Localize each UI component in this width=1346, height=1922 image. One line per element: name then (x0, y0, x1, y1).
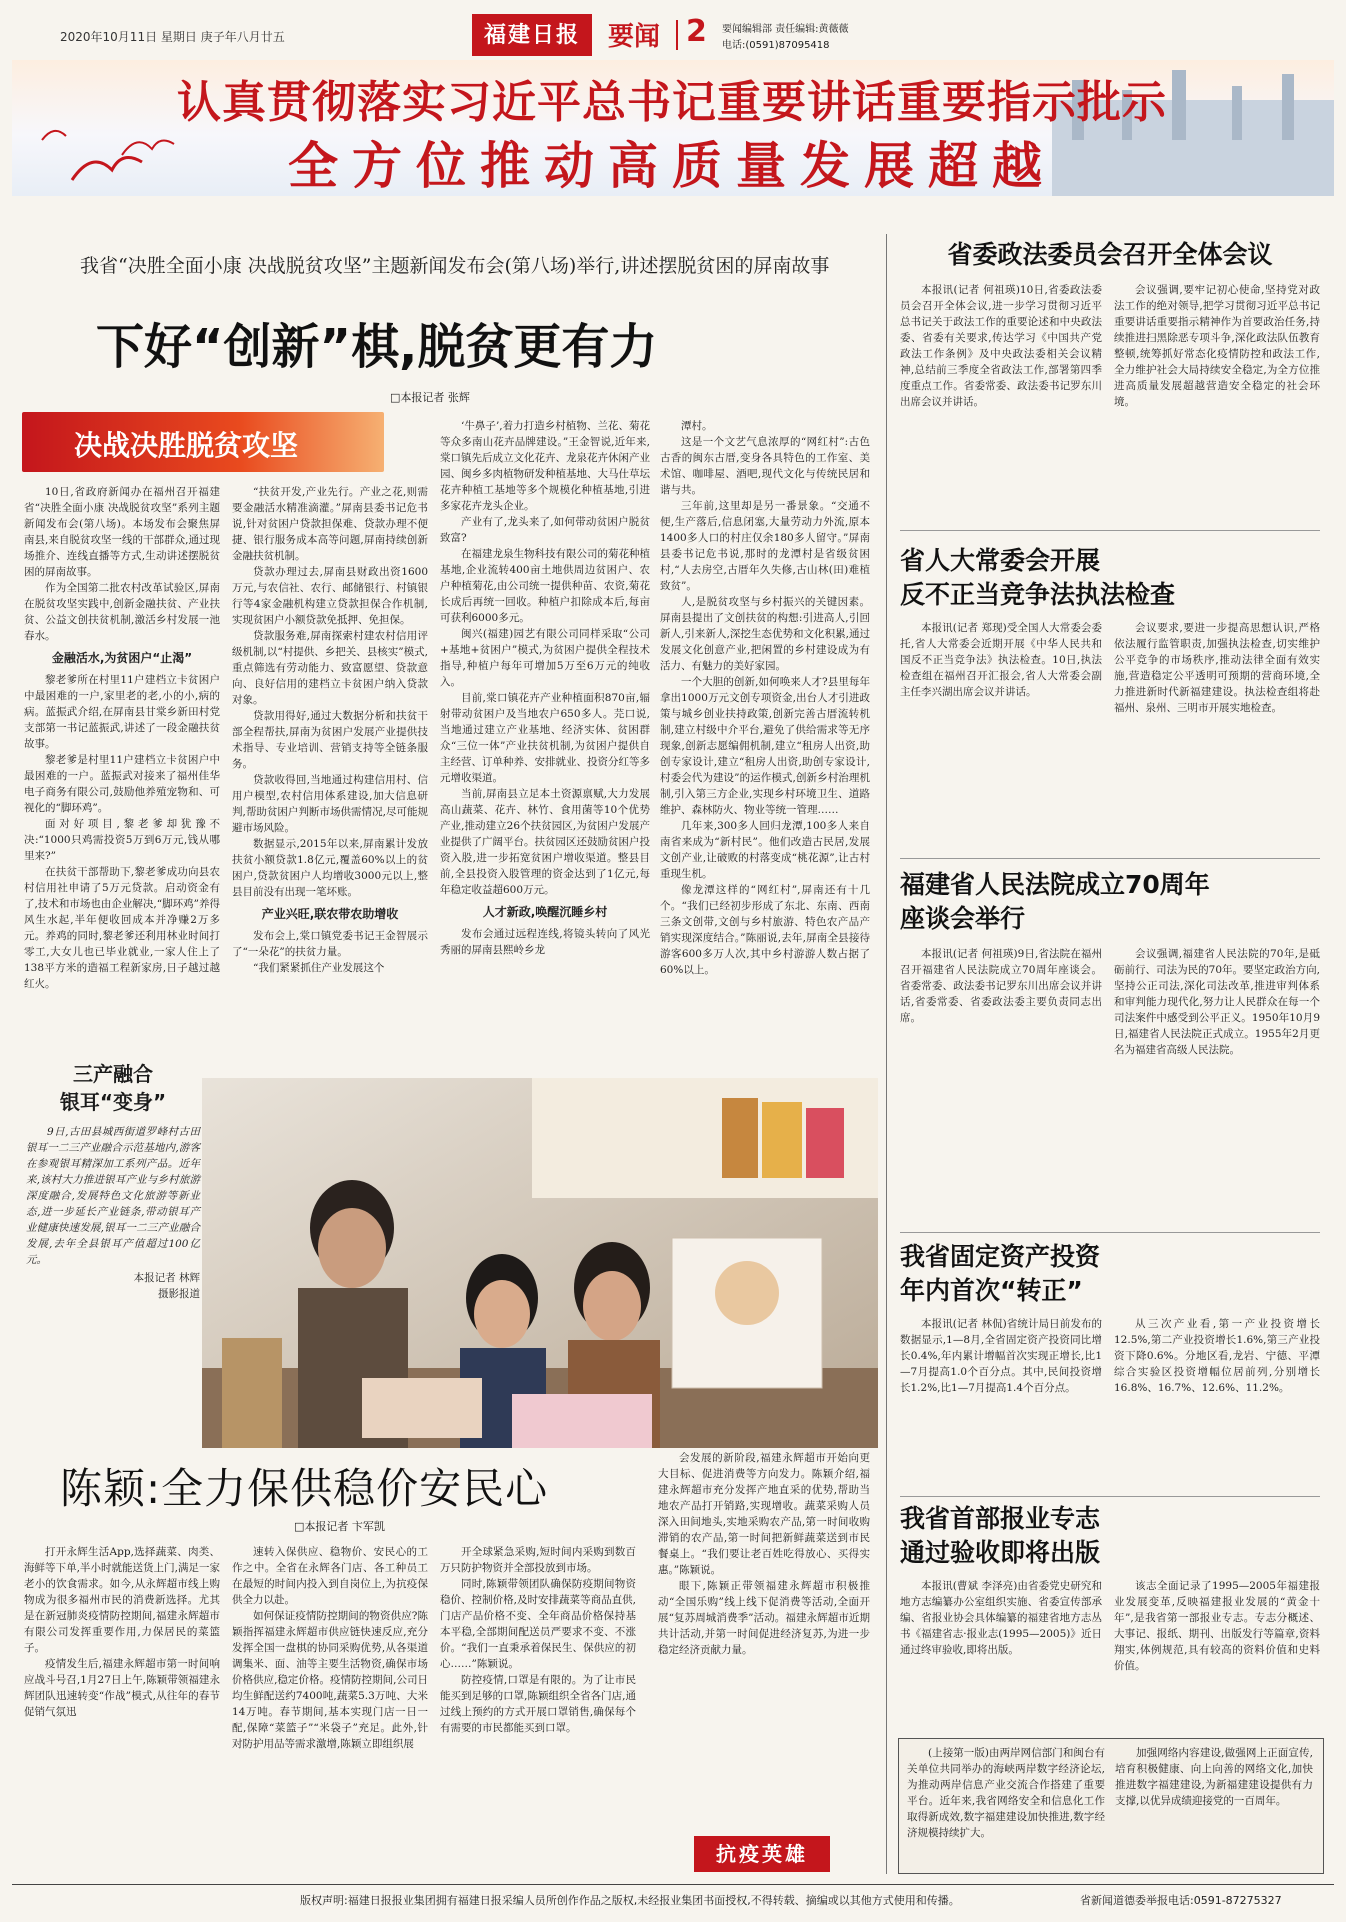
lead-c1-p1: 10日,省政府新闻办在福州召开福建省“决胜全面小康 决战脱贫攻坚”系列主题新闻发布会(第八场)。本场发布会聚焦屏南县,来自脱贫攻坚一线的干部群众,通过现场推介、连线直播等方式,生动讲述摆脱贫困的屏南故事。 (24, 486, 220, 578)
lead-c3-p3: 在福建龙泉生物科技有限公司的菊花种植基地,企业流转400亩土地供周边贫困户、农户种植菊花,由公司统一提供种苗、农资,菊花长成后再统一回收。种植户扣除成本后,每亩可获利6000多元。 (440, 548, 650, 624)
lead-byline: □本报记者 张辉 (390, 391, 470, 404)
lead-c4-p2: 这是一个文艺气息浓厚的“网红村”:古色古香的闽东古厝,变身各具特色的工作室、美术馆、咖啡屋、酒吧,现代文化与传统民居和谐与共。 (660, 436, 870, 496)
photo-caption-title-2: 银耳“变身” (59, 1090, 167, 1114)
editor-line-1: 要闻编辑部 责任编辑:黄薇薇 (722, 24, 849, 35)
continued-notice-text-1: (上接第一版)由两岸网信部门和闽台有关单位共同举办的海峡两岸数字经济论坛,为推动两岸信息产业交流合作搭建了重要平台。近年来,我省网络安全和信息化工作取得新成效,数字福建建设加快推进,数字经济规模持续扩大。 (907, 1747, 1105, 1839)
brief-1-title: 省委政法委员会召开全体会议 (947, 240, 1273, 269)
photo-caption (26, 1060, 200, 1440)
footer-rule (12, 1884, 1334, 1885)
lead-c3-subhead: 人才新政,唤醒沉睡乡村 (482, 905, 608, 919)
brief-separator (900, 530, 1320, 531)
photo-caption-body: 9日,古田县城西街道罗峰村古田银耳一二三产业融合示范基地内,游客在参观银耳精深加工系列产品。近年来,该村大力推进银耳产业与乡村旅游深度融合,发展特色文化旅游等新业态,进一步延长产业链条,带动银耳产业健康快速发展,银耳一二三产业融合发展,去年全县银耳产值超过100亿元。 (26, 1126, 200, 1266)
chen-column-3 (440, 1544, 636, 1862)
photo-silver-fungus-shop (202, 1078, 878, 1448)
footer-hotline: 省新闻道德委举报电话:0591-87275327 (1080, 1894, 1282, 1907)
footer-copyright: 版权声明:福建日报报业集团拥有福建日报采编人员所创作作品之版权,未经报业集团书面授权,不得转载、摘编或以其他方式使用和传播。 (300, 1894, 960, 1907)
brief-4-col-2 (1114, 1316, 1320, 1492)
brief-3-text-2: 会议强调,福建省人民法院的70年,是砥砺前行、司法为民的70年。要坚定政治方向,坚持公正司法,深化司法改革,推进审判体系和审判能力现代化,努力让人民群众在每一个司法案件中感受到公平正义。1950年10月9日,福建省人民法院正式成立。1955年2月更名为福建省高级人民法院。 (1114, 948, 1320, 1056)
chen-c3-p3: 防控疫情,口罩是有限的。为了让市民能买到足够的口罩,陈颖组织全省各门店,通过线上预约的方式开展口罩销售,确保每个有需要的市民都能买到口罩。 (440, 1674, 636, 1734)
lead-c2-p2: 贷款办理过去,屏南县财政出资1600万元,与农信社、农行、邮储银行、村镇银行等4家金融机构建立贷款担保合作机制,实现贫困户小额贷款免抵押、免担保。 (232, 566, 428, 626)
lead-c1-p4: 黎老爹是村里11户建档立卡贫困户中最困难的一户。蓝振武对接来了福州佳华电子商务有限公司,鼓励他养殖宠物和、可视化的“脚环鸡”。 (24, 754, 220, 814)
lead-c4-p1: 潭村。 (681, 420, 713, 432)
lead-c2-p6: 数据显示,2015年以来,屏南累计发放扶贫小额贷款1.8亿元,覆盖60%以上的贫困户,贷款贫困户人均增收3000元以上,整县目前没有出现一笔坏账。 (232, 838, 428, 898)
chen-c1-p2: 疫情发生后,福建永辉超市第一时间响应战斗号召,1月27日上午,陈颖带领福建永辉团队迅速转变“作战”模式,从往年的春节促销气氛迅 (24, 1658, 220, 1718)
lead-c4-p3: 三年前,这里却是另一番景象。“交通不便,生产落后,信息闭塞,大量劳动力外流,原本1400多人口的村庄仅余180多人留守。”屏南县委书记危书说,那时的龙潭村是省级贫困村,“人去房空,古厝年久失修,古山林(田)难植致贫”。 (660, 500, 870, 592)
masthead (60, 14, 1286, 56)
lead-c2-p5: 贷款收得回,当地通过构建信用村、信用户模型,农村信用体系建设,加大信息研判,帮助贫困户判断市场供需情况,尽可能规避市场风险。 (232, 774, 428, 834)
lead-c2-subhead: 产业兴旺,联农带农助增收 (261, 907, 399, 921)
masthead-date: 2020年10月11日 星期日 庚子年八月廿五 (60, 30, 285, 44)
lead-c3-p7: 发布会通过远程连线,将镜头转向了风光秀丽的屏南县熙岭乡龙 (440, 928, 650, 956)
lead-c3-p1: ‘牛鼻子’,着力打造乡村植物、兰花、菊花等众多南山花卉品牌建设。”王金智说,近年来,棠口镇先后成立文化花卉、龙泉花卉休闲产业园、闽乡多肉植物研发种植基地、大马仕草坛花卉种植工基地等多个规模化种植基地,引进多家花卉龙头企业。 (440, 420, 650, 512)
column-separator (886, 234, 887, 1874)
masthead-divider (676, 20, 678, 50)
anti-epidemic-hero-badge: 抗疫英雄 (694, 1836, 830, 1872)
lead-c2-p7: 发布会上,棠口镇党委书记王金智展示了“一朵花”的扶贫力量。 (232, 930, 428, 958)
photo-illustration (202, 1078, 878, 1448)
brief-2-col-2 (1114, 620, 1320, 848)
lead-kicker: 我省“决胜全面小康 决战脱贫攻坚”主题新闻发布会(第八场)举行,讲述摆脱贫困的屏南故事 (80, 255, 830, 277)
section-name: 要闻 (608, 22, 661, 52)
lead-c4-p4: 人,是脱贫攻坚与乡村振兴的关键因素。屏南县提出了文创扶贫的构想:引进高人,引回新人,引来新人,深挖生态优势和文化积累,通过发展文化创意产业,把闲置的乡村建设成为有活力、有魅力的美好家园。 (660, 596, 870, 672)
lead-c1-p3: 黎老爹所在村里11户建档立卡贫困户中最困难的一户,家里老的老,小的小,病的病。蓝振武介绍,在屏南县甘棠乡新田村党支部第一书记蓝振武,讲述了一段金融扶贫故事。 (24, 674, 220, 750)
chen-c4-p2: 眼下,陈颖正带领福建永辉超市积极推动“全国乐购”线上线下促消费等活动,全面开展“复苏周城消费季”活动。福建永辉超市近期共计活动,并第一时间促进经济复苏,为进一步稳定经济贡献力量。 (658, 1580, 870, 1656)
brief-5-col-2 (1114, 1578, 1320, 1728)
brief-1-col-2 (1114, 282, 1320, 490)
photo-caption-credit: 本报记者 林辉 摄影报道 (133, 1272, 200, 1300)
chen-c1-p1: 打开永辉生活App,选择蔬菜、肉类、海鲜等下单,半小时就能送货上门,满足一家老小的饮食需求。如今,从永辉超市线上购物成为很多福州市民的消费新选择。尤其是在新冠肺炎疫情防控期间,福建永辉超市有限公司发挥重要作用,力保居民的菜篮子。 (24, 1546, 220, 1654)
brief-2-col-1 (900, 620, 1102, 848)
brief-4-title: 我省固定资产投资 年内首次“转正” (900, 1242, 1101, 1305)
lead-title: 下好“创新”棋,脱贫更有力 (96, 319, 658, 375)
brief-5-title: 我省首部报业专志 通过验收即将出版 (900, 1504, 1101, 1567)
chen-c4-p1: 会发展的新阶段,福建永辉超市开始向更大目标、促进消费等方向发力。陈颖介绍,福建永辉超市充分发挥产地直采的优势,帮助当地农产品打开销路,实现增收。蔬菜采购人员深入田间地头,实地采购农产品,第一时间收购滞销的农产品,第一时间把新鲜蔬菜送到市民餐桌上。“我们要让老百姓吃得放心、买得实惠。”陈颖说。 (658, 1452, 870, 1576)
photo-caption-title-1: 三产融合 (73, 1062, 153, 1086)
brief-1-text-1: 本报讯(记者 何祖瑛)10日,省委政法委员会召开全体会议,进一步学习贯彻习近平总书记关于政法工作的重要论述和中央政法委、省委有关要求,传达学习《中国共产党政法工作条例》及中央政法委相关会议精神,总结前三季度全省政法工作,部署第四季度重点工作。省委常委、政法委书记罗东川出席会议并讲话。 (900, 284, 1102, 408)
chen-column-4 (658, 1450, 870, 1830)
lead-c1-p5: 面对好项目,黎老爹却犹豫不决:“1000只鸡需投资5万到6万元,钱从哪里来?” (24, 818, 220, 862)
chen-column-1 (24, 1544, 220, 1862)
lead-c2-p8: “我们紧紧抓住产业发展这个 (253, 962, 385, 974)
continued-notice-box (898, 1738, 1324, 1874)
brief-1-col-1 (900, 282, 1102, 490)
brief-3-col-1 (900, 946, 1102, 1222)
lead-c3-p5: 目前,棠口镇花卉产业种植面积870亩,辐射带动贫困户及当地农户650多人。芫口说,当地通过建立产业基地、经济实体、贫困群众“三位一体”产业扶贫机制,为贫困户提供自主经营、订单种养、安排就业、投资分红等多元增收渠道。 (440, 692, 650, 784)
poverty-badge (22, 412, 384, 472)
continued-notice-col-1 (907, 1745, 1105, 1867)
lead-column-3 (440, 418, 650, 1026)
lead-c3-p6: 当前,屏南县立足本土资源禀赋,大力发展高山蔬菜、花卉、林竹、食用菌等10个优势产业,推动建立26个扶贫园区,为贫困户发展产业提供了广阔平台。扶贫园区还鼓励贫困户投资入股,进一步拓宽贫困户增收渠道。整县目前,全县投资入股管理的资金达到了1亿元,每年稳定收益超600万元。 (440, 788, 650, 896)
lead-column-4 (660, 418, 870, 1026)
chen-c2-p1: 速转入保供应、稳物价、安民心的工作之中。全省在永辉各门店、各工种员工在最短的时间内投入到自岗位上,为抗疫保供全力以赴。 (232, 1546, 428, 1606)
brief-3-col-2 (1114, 946, 1320, 1222)
brief-separator (900, 1232, 1320, 1233)
banner-line-2: 全方位推动高质量发展超越 (288, 137, 1056, 195)
lead-c4-p6: 几年来,300多人回归龙潭,100多人来自南省来成为“新村民”。他们改造古民居,发展文创产业,让破败的村落变成“桃花源”,让古村重现生机。 (660, 820, 870, 880)
lead-c3-p4: 闽兴(福建)园艺有限公司同样采取“公司+基地+贫困户”模式,为贫困户提供全程技术指导,种植户每年可增加5万至6万元的纯收入。 (440, 628, 650, 688)
page-number: 2 (686, 14, 707, 49)
lead-c1-subhead: 金融活水,为贫困户“止渴” (51, 651, 193, 665)
chen-byline: □本报记者 卞军凯 (294, 1520, 385, 1533)
lead-c3-p2: 产业有了,龙头来了,如何带动贫困户脱贫致富? (440, 516, 650, 544)
continued-notice-col-2 (1115, 1745, 1313, 1867)
brief-separator (900, 858, 1320, 859)
brief-4-col-1 (900, 1316, 1102, 1492)
brief-5-text-1: 本报讯(曹斌 李泽亮)由省委党史研究和地方志编纂办公室组织实施、省委宣传部承编、省报业协会具体编纂的福建省地方志丛书《福建省志·报业志(1995—2005)》近日通过终审验收,即将出版。 (900, 1580, 1102, 1656)
poverty-badge-text: 决战决胜脱贫攻坚 (74, 429, 299, 462)
chen-title: 陈颖:全力保供稳价安民心 (60, 1464, 549, 1513)
brief-4-text-2: 从三次产业看,第一产业投资增长12.5%,第二产业投资增长1.6%,第三产业投资下降0.6%。分地区看,龙岩、宁德、平潭综合实验区投资增幅位居前列,分别增长16.8%、16.7%、12.6%、11.2%。 (1114, 1318, 1320, 1394)
brief-5-col-1 (900, 1578, 1102, 1728)
brief-2-text-2: 会议要求,要进一步提高思想认识,严格依法履行监管职责,加强执法检查,切实维护公平竞争的市场秩序,推动法律全面有效实施,营造稳定公平透明可预期的营商环境,全力推进新时代新福建建设。执法检查组将赴福州、泉州、三明市开展实地检查。 (1114, 622, 1320, 714)
editor-line-2: 电话:(0591)87095418 (722, 40, 830, 51)
lead-c2-p1: “扶贫开发,产业先行。产业之花,则需要金融活水精准滴灌。”屏南县委书记危书说,针对贫困户贷款担保难、贷款办理不便捷、银行服务成本高等问题,屏南持续创新金融扶贫机制。 (232, 486, 428, 562)
banner-line-1: 认真贯彻落实习近平总书记重要讲话重要指示批示 (177, 77, 1167, 128)
brief-1-text-2: 会议强调,要牢记初心使命,坚持党对政法工作的绝对领导,把学习贯彻习近平总书记重要讲话重要指示精神作为首要政治任务,持续推进扫黑除恶专项斗争,深化政法队伍教育整顿,统筹抓好常态化疫情防控和政法工作,全力维护社会大局持续安全稳定,为全方位推进高质量发展超越营造安全稳定的社会环境。 (1114, 284, 1320, 408)
lead-c4-p7: 像龙潭这样的“网红村”,屏南还有十几个。“我们已经初步形成了东北、东南、西南三条文创带,文创与乡村旅游、特色农产品产销实现深度结合。”陈丽说,去年,屏南全县接待游客600多万人次,其中乡村游游人数占据了60%以上。 (660, 884, 870, 976)
lead-c2-p3: 贷款服务难,屏南探索村建农村信用评级机制,以“村提供、乡把关、县核实”模式,重点筛选有劳动能力、致富愿望、贷款意向、良好信用的建档立卡贫困户纳入贷款对象。 (232, 630, 428, 706)
brief-separator (900, 1496, 1320, 1497)
lead-c1-p2: 作为全国第二批农村改革试验区,屏南在脱贫攻坚实践中,创新金融扶贫、产业扶贫、公益文创扶贫机制,激活乡村发展一池春水。 (24, 582, 220, 642)
brief-4-text-1: 本报讯(记者 林侃)省统计局日前发布的数据显示,1—8月,全省固定资产投资同比增长0.4%,年内累计增幅首次实现正增长,比1—7月提高1.0个百分点。其中,民间投资增长1.2%,比1—7月提高1.4个百分点。 (900, 1318, 1102, 1394)
lead-column-2 (232, 484, 428, 1026)
chen-column-2 (232, 1544, 428, 1862)
paper-logo: 福建日报 (472, 14, 592, 56)
continued-notice-text-2: 加强网络内容建设,做强网上正面宣传,培育积极健康、向上向善的网络文化,加快推进数字福建建设,为新福建建设提供有力支撑,以优异成绩迎接党的一百周年。 (1115, 1747, 1313, 1807)
lead-c2-p4: 贷款用得好,通过大数据分析和扶贫干部全程帮扶,屏南为贫困户发展产业提供技术指导、专业培训、营销支持等全链条服务。 (232, 710, 428, 770)
brief-3-title: 福建省人民法院成立70周年 座谈会举行 (900, 870, 1210, 933)
brief-2-text-1: 本报讯(记者 郑现)受全国人大常委会委托,省人大常委会近期开展《中华人民共和国反不正当竞争法》执法检查。10日,执法检查组在福州召开汇报会,省人大常委会副主任李兴湖出席会议并讲话。 (900, 622, 1102, 698)
brief-2-title: 省人大常委会开展 反不正当竞争法执法检查 (900, 546, 1176, 609)
lead-c4-p5: 一个大胆的创新,如何唤来人才?县里每年拿出1000万元文创专项资金,出台人才引进政策与城乡创业扶持政策,创新完善古厝流转机制,建立村级中介平台,避免了供给需求等无序现象,创新志愿编佣机制,建立“租房人出资,助创专家设计,建立“租房人出资,助创专家设计,村委会代为建设”的运作模式,创新乡村治理机制,引入第三方企业,实现乡村环境卫生、道路维护、森林防火、物业等统一管理…… (660, 676, 870, 816)
chen-c3-p1: 开全球紧急采购,短时间内采购到数百万只防护物资并全部投放到市场。 (440, 1546, 636, 1574)
lead-column-1 (24, 484, 220, 1026)
chen-c3-p2: 同时,陈颖带领团队确保防疫期间物资稳价、控制价格,及时安排蔬菜等商品直供,门店产品价格不变、全年商品价格保持基本平稳,全部期间配送员严要求不变、不涨价。“我们一直秉承着保民生、保供应的初心……”陈颖说。 (440, 1578, 636, 1670)
brief-5-text-2: 该志全面记录了1995—2005年福建报业发展变革,反映福建报业发展的“黄金十年”,是我省第一部报业专志。专志分概述、大事记、报纸、期刊、出版发行等篇章,资料翔实,体例规范,具有较高的资料价值和史料价值。 (1114, 1580, 1320, 1672)
banner (12, 60, 1334, 196)
lead-c1-p6: 在扶贫干部帮助下,黎老爹成功向县农村信用社申请了5万元贷款。启动资金有了,技术和市场也由企业解决,“脚环鸡”养得风生水起,半年便收回成本并净赚2万多元。养鸡的同时,黎老爹还利用林业时间打零工,大女儿也已毕业就业,一家人住上了138平方米的造福工程新家房,日子越过越红火。 (24, 866, 220, 990)
chen-c2-p2: 如何保证疫情防控期间的物资供应?陈颖指挥福建永辉超市供应链快速反应,充分发挥全国一盘棋的协同采购优势,从各渠道调集米、面、油等主要生活物资,确保市场价格供应,稳定价格。疫情防控期间,公司日均生鲜配送约7400吨,蔬菜5.3万吨、大米14万吨。春节期间,基本实现门店一日一配,保障“菜篮子”“米袋子”充足。此外,针对防护用品等需求激增,陈颖立即组织展 (232, 1610, 428, 1750)
brief-3-text-1: 本报讯(记者 何祖瑛)9日,省法院在福州召开福建省人民法院成立70周年座谈会。省委常委、政法委书记罗东川出席会议并讲话,省委常委、省委政法委主要负责同志出席。 (900, 948, 1102, 1024)
